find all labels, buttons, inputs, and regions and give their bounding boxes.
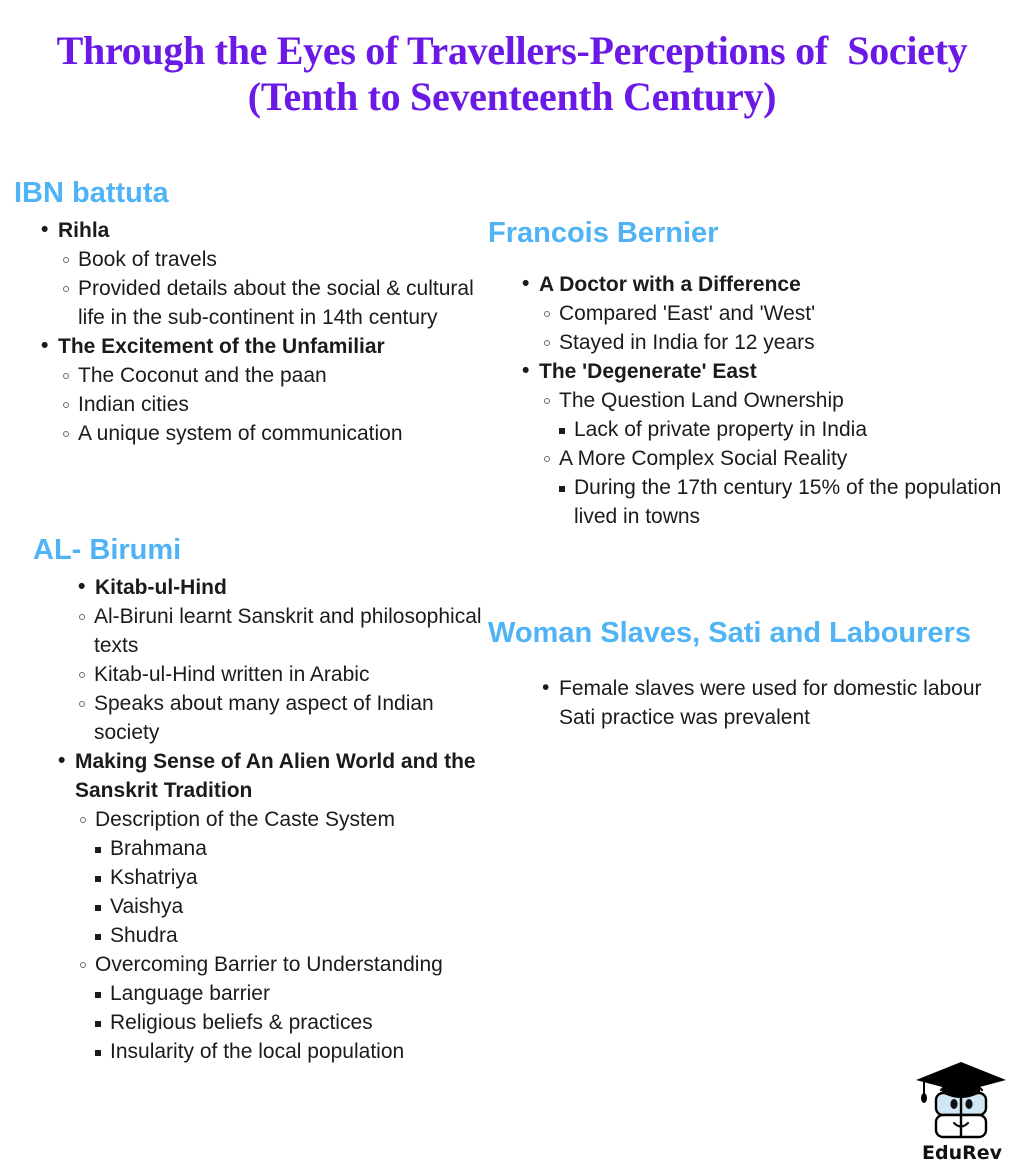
tassel-icon xyxy=(921,1093,927,1103)
bernier-list-level2-a xyxy=(543,299,1018,357)
al-biruni-list-level2-a xyxy=(78,602,503,747)
page-title-line-2: (Tenth to Seventeenth Century) xyxy=(247,74,777,120)
edurev-wordmark: EduRev xyxy=(921,1142,1002,1164)
ibn-battuta-list-level2-b xyxy=(62,361,481,448)
bernier-list-level2-b xyxy=(543,386,1018,415)
list-item: Brahmana xyxy=(94,834,503,863)
list-item: Shudra xyxy=(94,921,503,950)
section-heading-ibn-battuta: IBN battuta xyxy=(14,177,169,209)
ibn-battuta-content xyxy=(41,216,481,448)
woman-slaves-content xyxy=(542,674,1012,732)
list-item: A unique system of communication xyxy=(62,419,481,448)
list-item: • Making Sense of An Alien World and the Sanskrit Tradition xyxy=(58,747,503,805)
left-column xyxy=(0,0,500,1170)
section-woman-slaves xyxy=(488,618,1018,732)
woman-slaves-list-level1 xyxy=(542,674,1012,732)
bernier-list-level3-a xyxy=(558,415,1018,444)
edurev-mascot-icon xyxy=(914,1060,1010,1144)
list-item: • Kitab-ul-Hind xyxy=(78,573,503,602)
list-item: Religious beliefs & practices xyxy=(94,1008,503,1037)
list-item: Compared 'East' and 'West' xyxy=(543,299,1018,328)
bernier-list-level1-b xyxy=(522,357,1018,386)
list-item: Description of the Caste System xyxy=(79,805,503,834)
section-heading-al-biruni: AL- Birumi xyxy=(33,534,182,566)
bernier-list-level2-c xyxy=(543,444,1018,473)
section-heading-woman-slaves: Woman Slaves, Sati and Labourers xyxy=(488,617,971,649)
section-heading-francois-bernier: Francois Bernier xyxy=(488,217,719,249)
al-biruni-list-level3-b xyxy=(94,979,503,1066)
list-item: Vaishya xyxy=(94,892,503,921)
list-item: Speaks about many aspect of Indian society xyxy=(78,689,503,747)
list-item: Book of travels xyxy=(62,245,481,274)
list-item: Language barrier xyxy=(94,979,503,1008)
bernier-list-level1-a xyxy=(522,270,1018,299)
list-item: • Rihla xyxy=(41,216,481,245)
list-item: Indian cities xyxy=(62,390,481,419)
edurev-logo xyxy=(914,1060,1010,1164)
list-item: • The Excitement of the Unfamiliar xyxy=(41,332,481,361)
section-francois-bernier xyxy=(488,218,1018,531)
right-column xyxy=(470,0,1024,1170)
al-biruni-list-level2-b xyxy=(79,805,503,834)
al-biruni-list-level3-a xyxy=(94,834,503,950)
al-biruni-list-level1-a xyxy=(78,573,503,602)
section-ibn-battuta xyxy=(14,178,484,448)
list-item: • The 'Degenerate' East xyxy=(522,357,1018,386)
list-item: Overcoming Barrier to Understanding xyxy=(79,950,503,979)
section-al-biruni xyxy=(33,535,503,1066)
al-biruni-content xyxy=(58,573,503,1066)
left-eye-icon xyxy=(950,1099,957,1109)
list-item: Kitab-ul-Hind written in Arabic xyxy=(78,660,503,689)
list-item: • Female slaves were used for domestic labour Sati practice was prevalent xyxy=(542,674,1012,732)
page-title-line-1: Through the Eyes of Travellers-Perceptions of Society xyxy=(56,28,968,73)
list-item: • A Doctor with a Difference xyxy=(522,270,1018,299)
list-item: Provided details about the social & cultural life in the sub-continent in 14th century xyxy=(62,274,481,332)
al-biruni-list-level1-b xyxy=(58,747,503,805)
list-item: Lack of private property in India xyxy=(558,415,1018,444)
list-item: Kshatriya xyxy=(94,863,503,892)
right-eye-icon xyxy=(965,1099,972,1109)
al-biruni-list-level2-c xyxy=(79,950,503,979)
francois-bernier-content xyxy=(522,270,1018,531)
list-item: A More Complex Social Reality xyxy=(543,444,1018,473)
list-item: Stayed in India for 12 years xyxy=(543,328,1018,357)
bernier-list-level3-b xyxy=(558,473,1018,531)
list-item: During the 17th century 15% of the population lived in towns xyxy=(558,473,1018,531)
ibn-battuta-list-level2-a xyxy=(62,245,481,332)
list-item: The Coconut and the paan xyxy=(62,361,481,390)
list-item: Insularity of the local population xyxy=(94,1037,503,1066)
list-item: Al-Biruni learnt Sanskrit and philosophical texts xyxy=(78,602,503,660)
list-item: The Question Land Ownership xyxy=(543,386,1018,415)
ibn-battuta-list-level1-b xyxy=(41,332,481,361)
ibn-battuta-list-level1 xyxy=(41,216,481,245)
